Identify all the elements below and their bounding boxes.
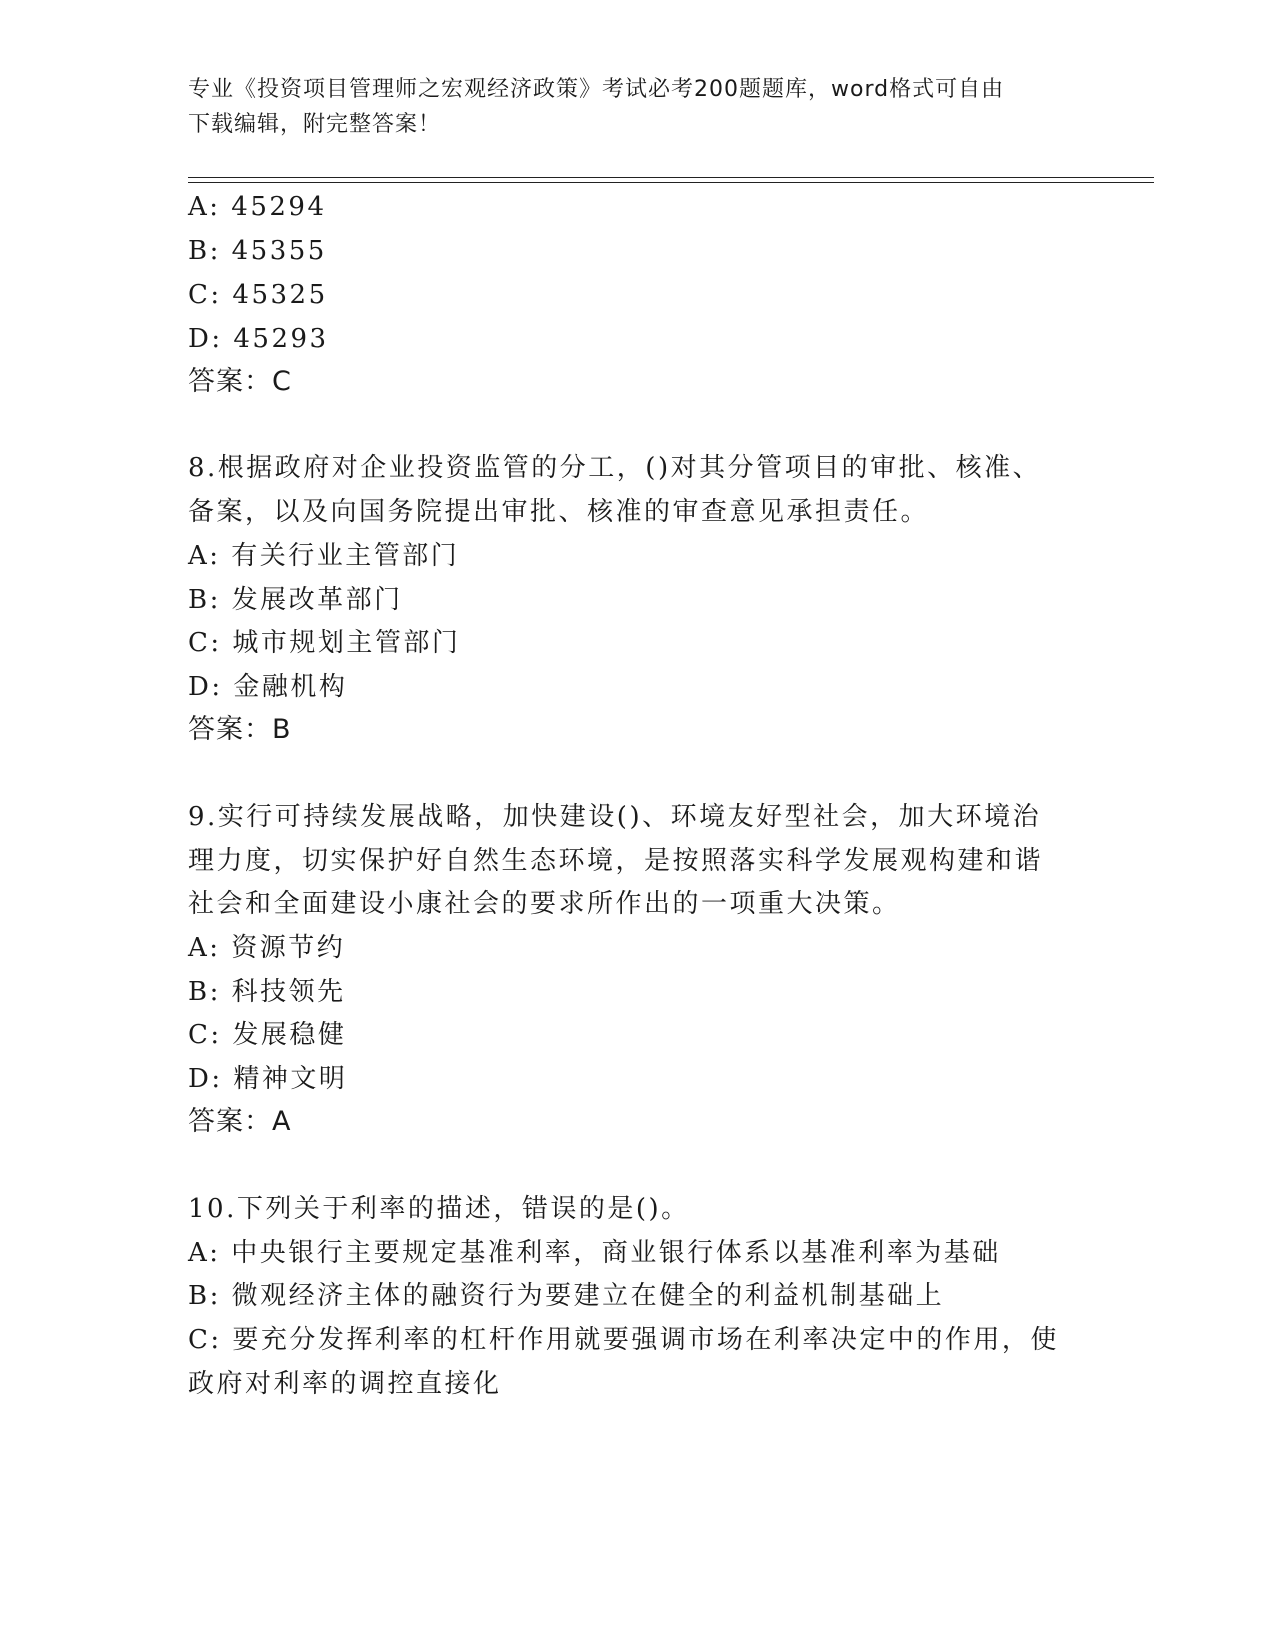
q10-stem-line-1: 10.下列关于利率的描述，错误的是()。 — [188, 1194, 690, 1224]
header-divider-bottom — [188, 182, 1154, 183]
q9-option-a: A: 资源节约 — [188, 933, 346, 963]
header-divider-top — [188, 177, 1154, 178]
q9-stem-line-3: 社会和全面建设小康社会的要求所作出的一项重大决策。 — [188, 889, 901, 919]
q7-option-b: B: 45355 — [188, 236, 327, 266]
q9-option-d: D: 精神文明 — [188, 1064, 348, 1094]
q9-stem-line-2: 理力度，切实保护好自然生态环境，是按照落实科学发展观构建和谐 — [188, 846, 1044, 876]
q7-answer: 答案：C — [188, 366, 292, 397]
q10-option-c: C: 要充分发挥利率的杠杆作用就要强调市场在利率决定中的作用，使 — [188, 1325, 1059, 1355]
q8-option-d: D: 金融机构 — [188, 672, 348, 702]
q8-option-a: A: 有关行业主管部门 — [188, 541, 460, 571]
header-line-2: 下载编辑，附完整答案！ — [188, 112, 442, 137]
q7-option-a: A: 45294 — [188, 192, 327, 222]
q7-option-c: C: 45325 — [188, 280, 328, 310]
q9-answer: 答案：A — [188, 1106, 292, 1137]
q8-option-c: C: 城市规划主管部门 — [188, 628, 461, 658]
q10-option-c-continued: 政府对利率的调控直接化 — [188, 1369, 502, 1399]
q8-stem-line-1: 8.根据政府对企业投资监管的分工，()对其分管项目的审批、核准、 — [188, 453, 1042, 483]
q10-option-a: A: 中央银行主要规定基准利率，商业银行体系以基准利率为基础 — [188, 1238, 1001, 1268]
document-header — [188, 72, 1068, 142]
q7-option-d: D: 45293 — [188, 324, 329, 354]
q10-option-b: B: 微观经济主体的融资行为要建立在健全的利益机制基础上 — [188, 1281, 945, 1311]
q8-option-b: B: 发展改革部门 — [188, 585, 403, 615]
q8-stem-line-2: 备案，以及向国务院提出审批、核准的审查意见承担责任。 — [188, 497, 930, 527]
q9-stem-line-1: 9.实行可持续发展战略，加快建设()、环境友好型社会，加大环境治 — [188, 802, 1042, 832]
q9-option-b: B: 科技领先 — [188, 977, 346, 1007]
q8-answer: 答案：B — [188, 714, 292, 745]
header-line-1: 专业《投资项目管理师之宏观经济政策》考试必考200题题库，word格式可自由 — [188, 77, 1005, 102]
q9-option-c: C: 发展稳健 — [188, 1020, 347, 1050]
